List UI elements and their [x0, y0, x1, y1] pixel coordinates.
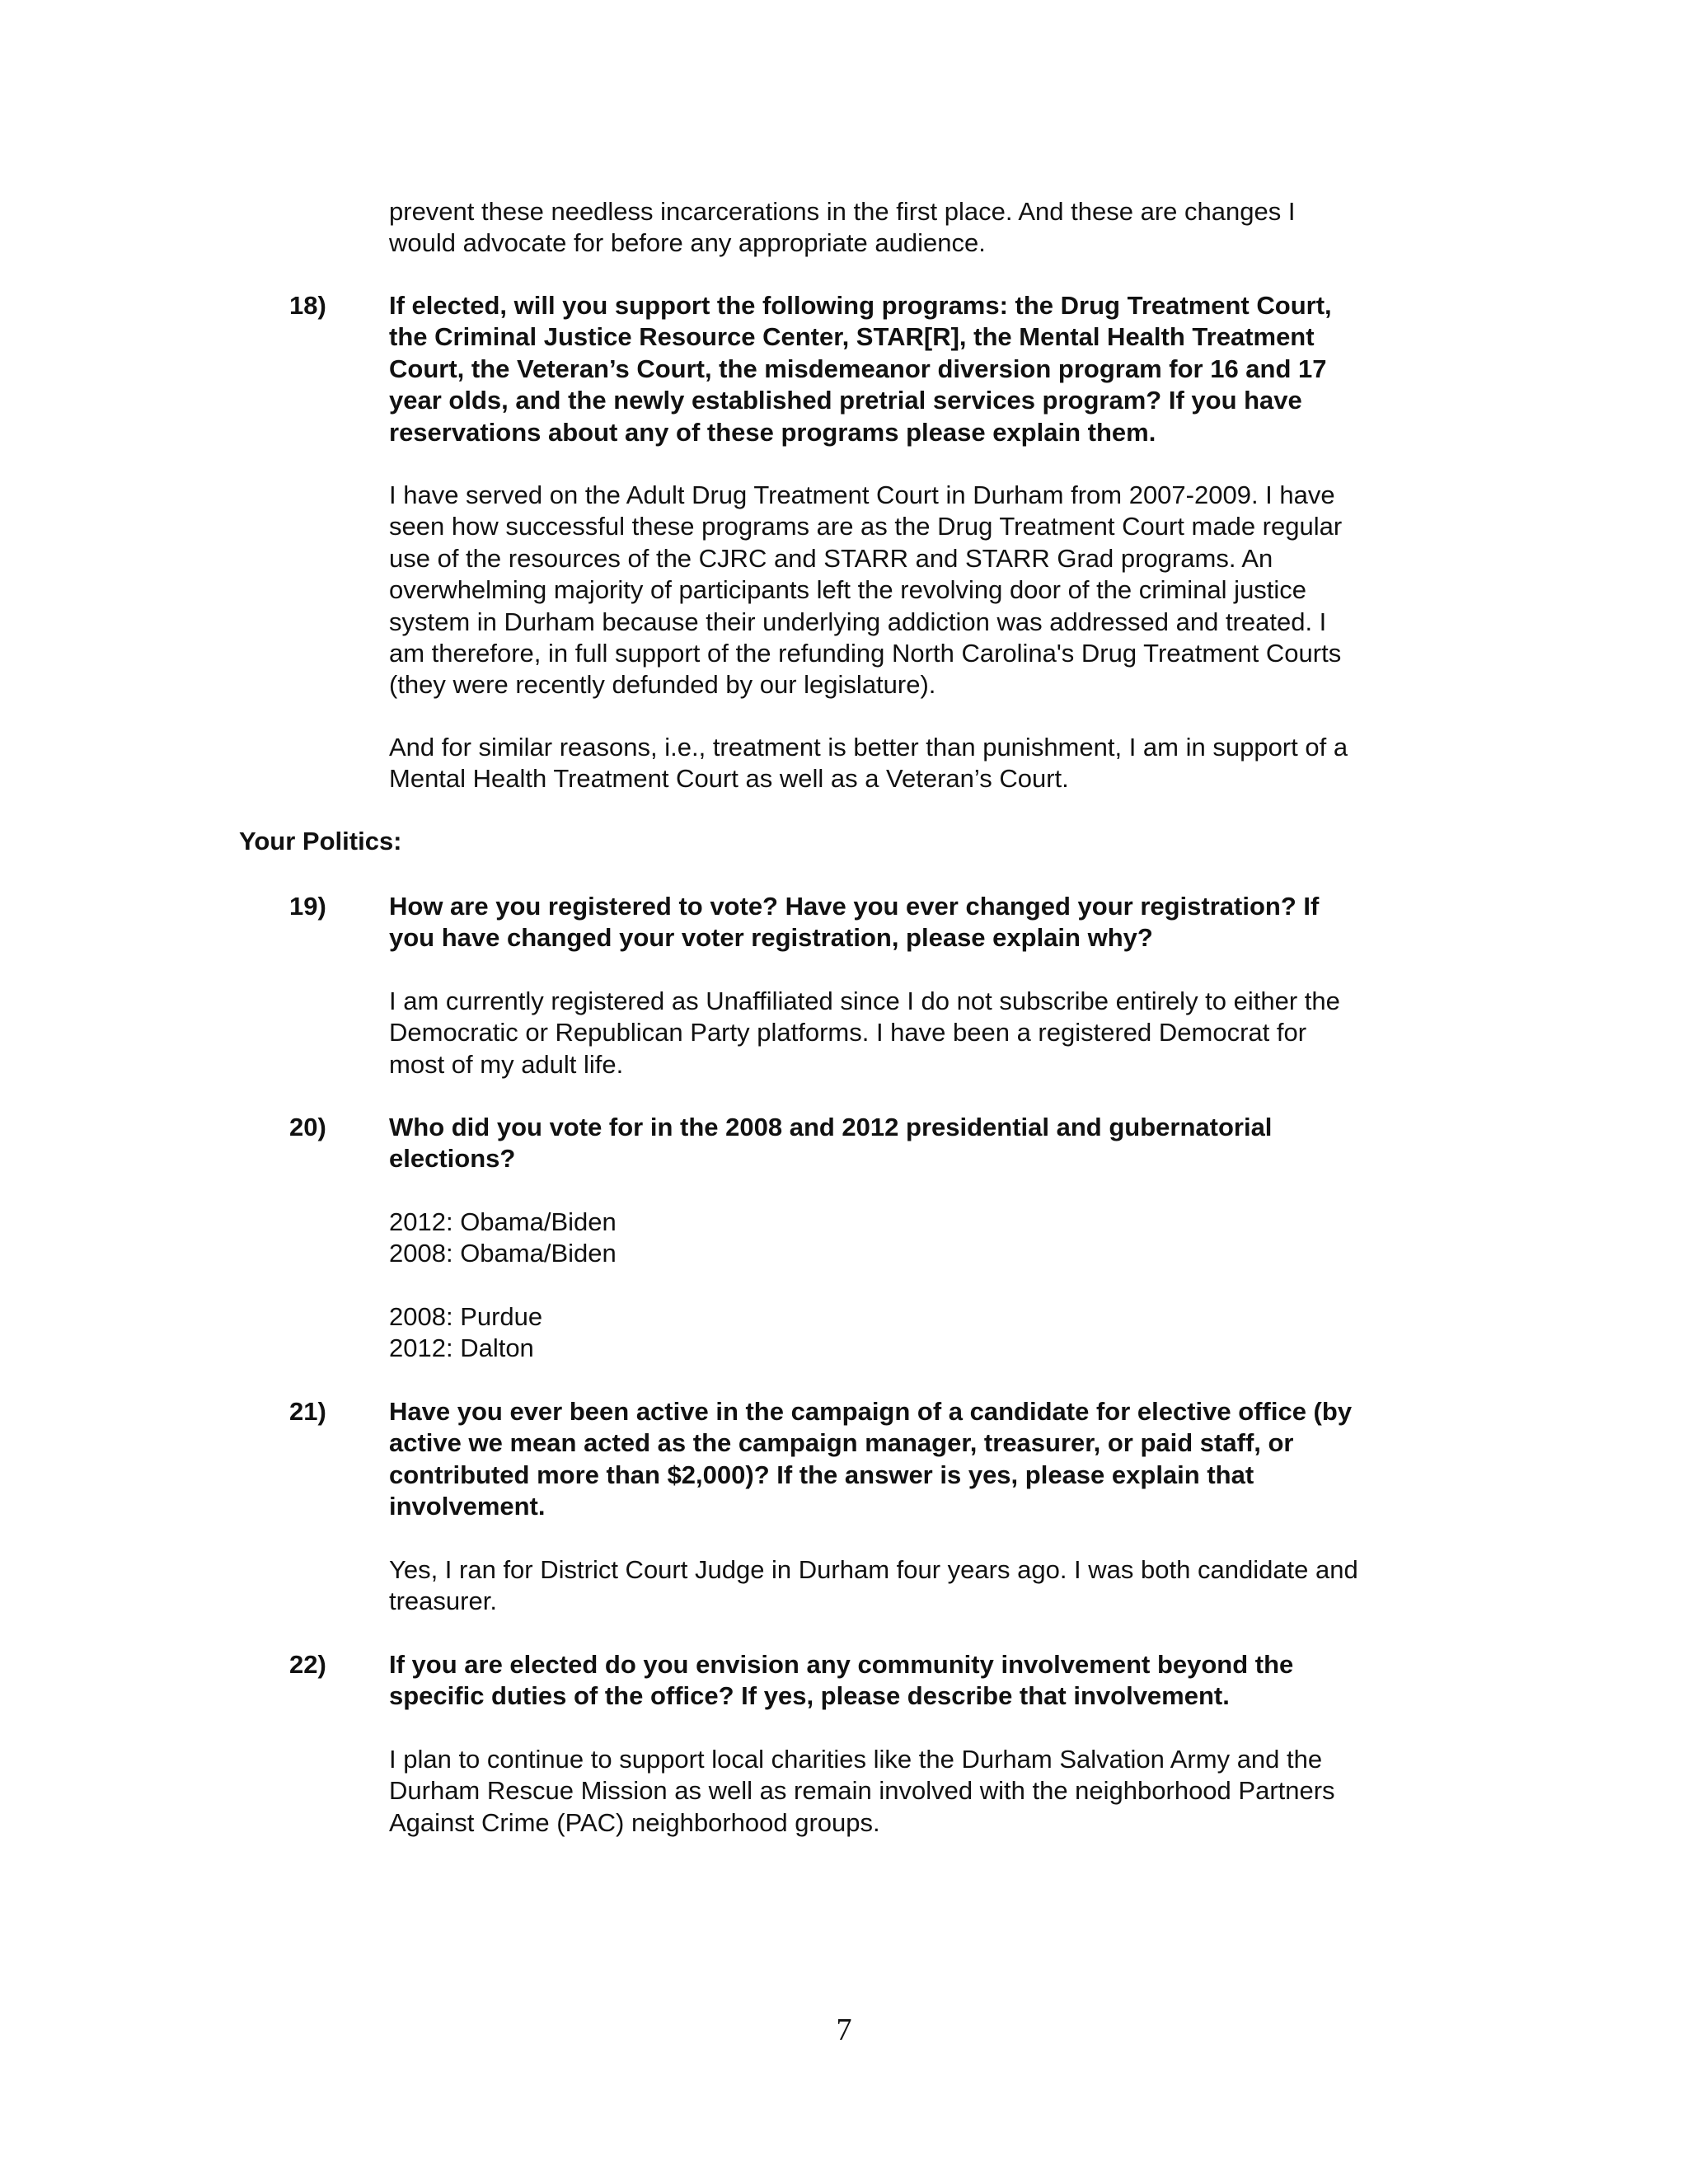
answer-line: system in Durham because their underlying addiction was addressed and treated. I [389, 607, 1327, 636]
question-18-text [389, 290, 1332, 448]
question-line: reservations about any of these programs please explain them. [389, 417, 1156, 447]
answer-22-paragraph [389, 1744, 1335, 1839]
answer-line: I am currently registered as Unaffiliated since I do not subscribe entirely to either the [389, 987, 1340, 1015]
question-number-22: 22) [289, 1650, 326, 1679]
question-line: If elected, will you support the following programs: the Drug Treatment Court, [389, 291, 1332, 320]
answer-line: 2008: Purdue [389, 1302, 543, 1331]
question-number-18: 18) [289, 291, 326, 320]
question-number-21: 21) [289, 1397, 326, 1426]
question-line: specific duties of the office? If yes, please describe that involvement. [389, 1681, 1230, 1711]
answer-line: (they were recently defunded by our legislature). [389, 670, 936, 700]
question-line: you have changed your voter registration, please explain why? [389, 923, 1153, 953]
question-line: contributed more than $2,000)? If the answer is yes, please explain that [389, 1460, 1254, 1489]
answer-line: 2012: Obama/Biden [389, 1207, 617, 1236]
paragraph-line: would advocate for before any appropriate audience. [389, 228, 986, 258]
question-line: the Criminal Justice Resource Center, STAR[R], the Mental Health Treatment [389, 322, 1315, 352]
question-number-20: 20) [289, 1113, 326, 1141]
question-line: Who did you vote for in the 2008 and 2012 presidential and gubernatorial [389, 1113, 1273, 1141]
section-heading-your-politics: Your Politics: [239, 827, 402, 855]
answer-line: Mental Health Treatment Court as well as a Veteran’s Court. [389, 764, 1069, 794]
answer-line: am therefore, in full support of the refunding North Carolina's Drug Treatment Courts [389, 638, 1342, 668]
question-line: year olds, and the newly established pretrial services program? If you have [389, 386, 1302, 415]
question-line: How are you registered to vote? Have you ever changed your registration? If [389, 892, 1320, 921]
paragraph-line: prevent these needless incarcerations in the first place. And these are changes I [389, 197, 1296, 226]
answer-line: I have served on the Adult Drug Treatment Court in Durham from 2007-2009. I have [389, 480, 1335, 509]
answer-line: seen how successful these programs are as the Drug Treatment Court made regular [389, 512, 1343, 541]
answer-line: most of my adult life. [389, 1049, 624, 1079]
question-line: involvement. [389, 1492, 546, 1521]
answer-20-gubernatorial [389, 1301, 542, 1365]
answer-line: I plan to continue to support local charities like the Durham Salvation Army and the [389, 1745, 1323, 1774]
question-21-text [389, 1396, 1352, 1523]
question-19-text [389, 891, 1319, 954]
continuation-paragraph [389, 196, 1295, 260]
answer-18-paragraph-1 [389, 480, 1342, 701]
page-number: 7 [836, 2013, 852, 2047]
question-line: Court, the Veteran’s Court, the misdemeanor diversion program for 16 and 17 [389, 354, 1327, 383]
answer-line: Against Crime (PAC) neighborhood groups. [389, 1807, 880, 1837]
question-line: If you are elected do you envision any community involvement beyond the [389, 1650, 1294, 1679]
question-line: elections? [389, 1144, 516, 1174]
answer-line: treasurer. [389, 1586, 497, 1616]
answer-line: Democratic or Republican Party platforms. I have been a registered Democrat for [389, 1018, 1307, 1047]
answer-18-paragraph-2 [389, 732, 1348, 795]
answer-21-paragraph [389, 1554, 1358, 1618]
answer-line: Durham Rescue Mission as well as remain involved with the neighborhood Partners [389, 1776, 1335, 1806]
question-number-19: 19) [289, 892, 326, 921]
question-line: Have you ever been active in the campaign of a candidate for elective office (by [389, 1397, 1353, 1426]
question-line: active we mean acted as the campaign manager, treasurer, or paid staff, or [389, 1428, 1294, 1458]
answer-line: 2008: Obama/Biden [389, 1239, 617, 1268]
answer-20-presidential [389, 1207, 617, 1270]
question-20-text [389, 1112, 1272, 1175]
answer-line: 2012: Dalton [389, 1333, 534, 1363]
question-22-text [389, 1649, 1293, 1713]
answer-19-paragraph [389, 986, 1340, 1080]
answer-line: And for similar reasons, i.e., treatment is better than punishment, I am in support of a [389, 733, 1348, 762]
answer-line: Yes, I ran for District Court Judge in Durham four years ago. I was both candidate and [389, 1555, 1358, 1584]
answer-line: use of the resources of the CJRC and STARR and STARR Grad programs. An [389, 543, 1273, 573]
answer-line: overwhelming majority of participants left the revolving door of the criminal justice [389, 575, 1307, 605]
